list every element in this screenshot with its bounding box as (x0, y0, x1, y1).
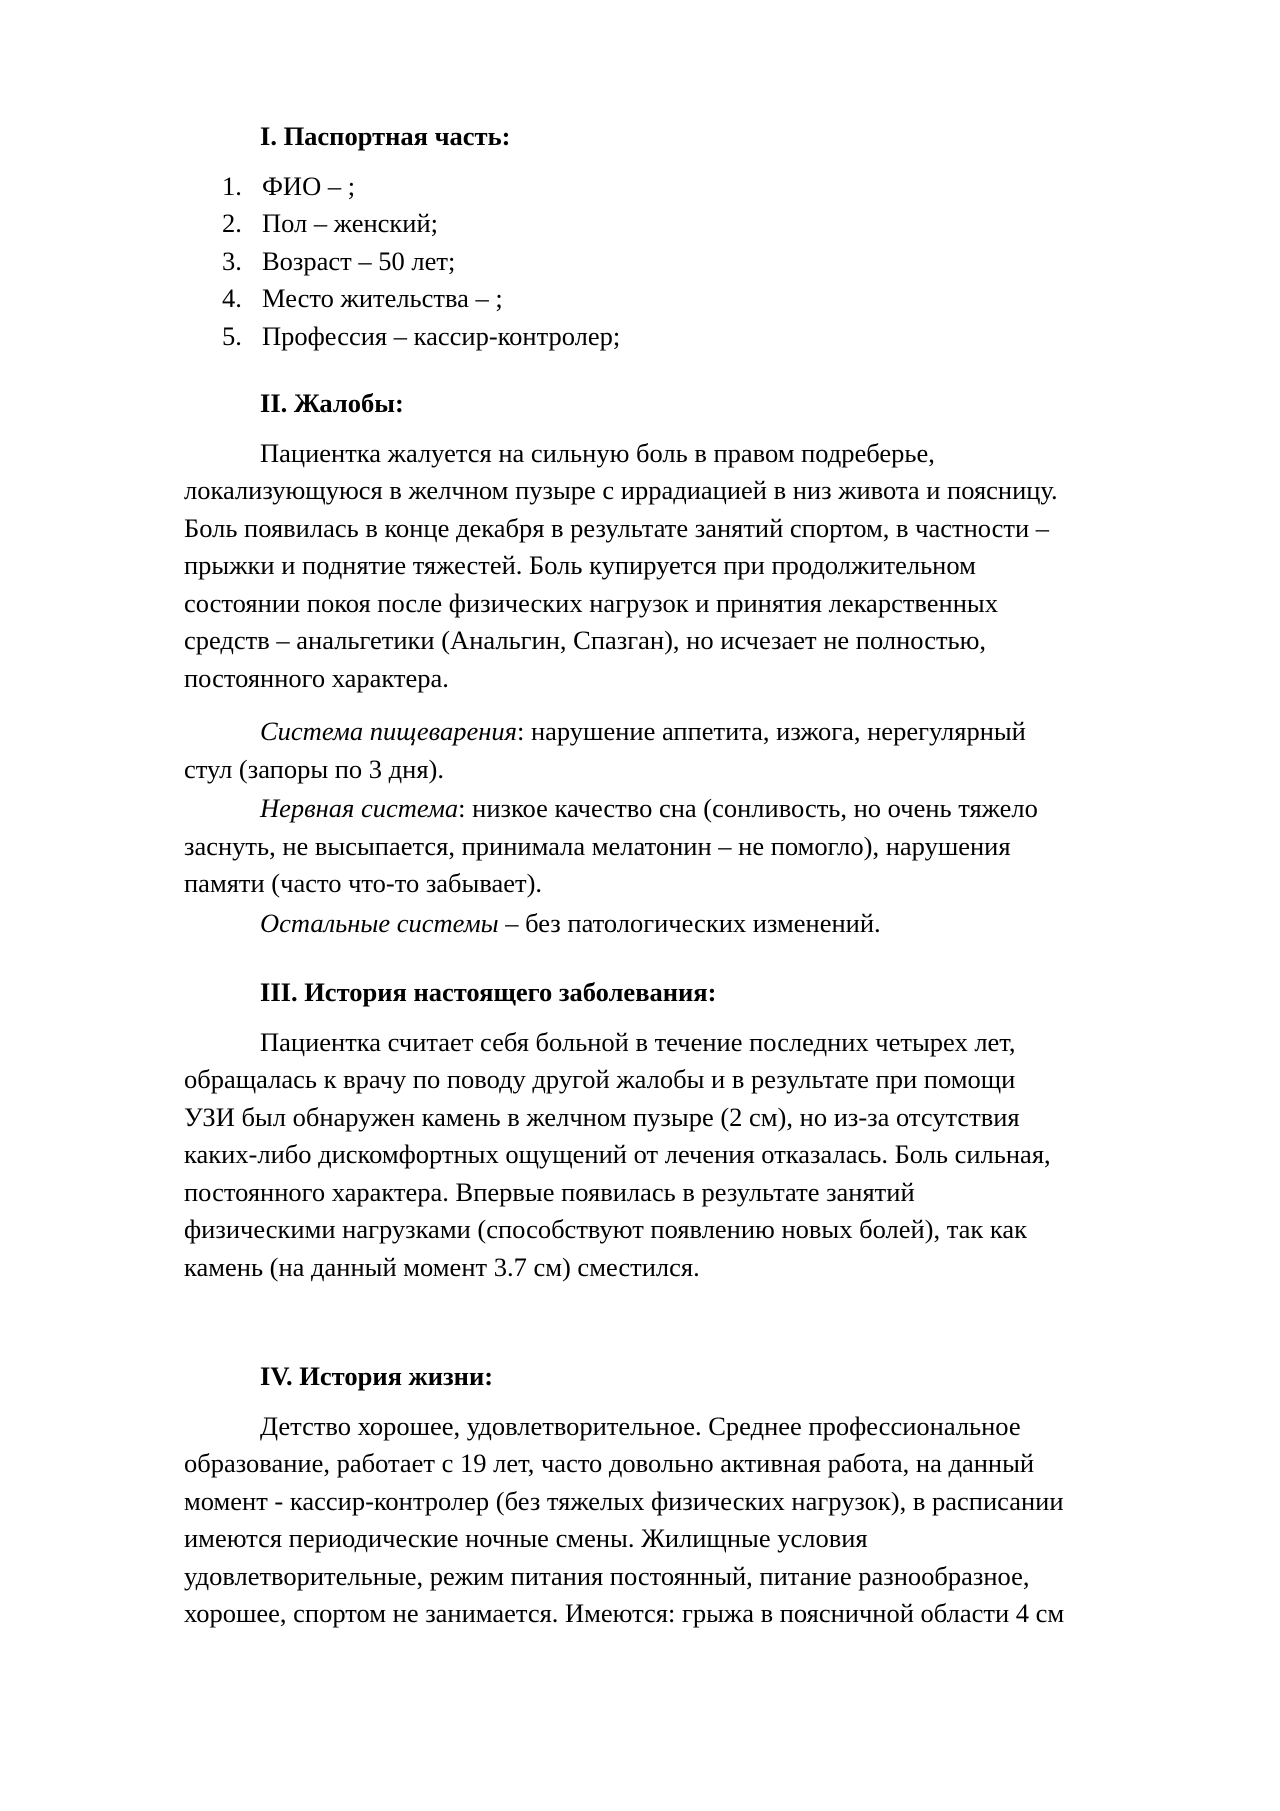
passport-list (184, 168, 1204, 356)
present-illness-paragraph (184, 1024, 1204, 1287)
text-line: имеются периодические ночные смены. Жилищные условия (184, 1523, 868, 1553)
other-text: – без патологических изменений. (498, 907, 881, 938)
text-line: образование, работает с 19 лет, часто довольно активная работа, на данный (184, 1448, 1035, 1478)
text-line: Детство хорошее, удовлетворительное. Среднее профессиональное (260, 1410, 1021, 1441)
list-text: Место жительства – ; (262, 283, 503, 313)
section-heading-passport: I. Паспортная часть: (260, 121, 511, 151)
text-line: постоянного характера. Впервые появилась в результате занятий (184, 1176, 915, 1207)
list-text: Возраст – 50 лет; (262, 245, 456, 276)
text-line: локализующуюся в желчном пузыре с иррадиацией в низ живота и поясницу. (184, 475, 1058, 505)
text-line: обращалась к врачу по поводу другой жалобы и в результате при помощи (184, 1064, 1016, 1094)
list-item (184, 168, 1204, 206)
text-line: постоянного характера. (184, 662, 449, 693)
section-heading-complaints: II. Жалобы: (260, 388, 404, 418)
digestion-text: : нарушение аппетита, изжога, нерегулярный (516, 716, 1026, 746)
section-heading-life-history: IV. История жизни: (260, 1361, 494, 1391)
text-line: хорошее, спортом не занимается. Имеются: грыжа в поясничной области 4 см (184, 1598, 1065, 1628)
list-number: 5. (222, 320, 242, 351)
list-item (184, 280, 1204, 318)
document-body (184, 118, 1204, 1633)
section-heading-present-illness: III. История настоящего заболевания: (260, 977, 717, 1007)
list-number: 2. (222, 208, 242, 238)
text-line: физическими нагрузками (способствуют появлению новых болей), так как (184, 1214, 1027, 1244)
list-text: ФИО – ; (262, 170, 356, 201)
text-line: Боль появилась в конце декабря в результате занятий спортом, в частности – (184, 512, 1050, 543)
text-line: момент - кассир-контролер (без тяжелых физических нагрузок), в расписании (184, 1485, 1064, 1516)
list-item (184, 205, 1204, 243)
text-line (184, 905, 1204, 943)
list-item (184, 243, 1204, 281)
complaints-paragraph (184, 435, 1204, 698)
text-line: каких-либо дискомфортных ощущений от лечения отказалась. Боль сильная, (184, 1139, 1051, 1169)
list-number: 1. (222, 170, 242, 201)
life-history-paragraph (184, 1408, 1204, 1633)
text-line: состоянии покоя после физических нагрузок и принятия лекарственных (184, 587, 998, 618)
nervous-paragraph (184, 790, 1204, 903)
other-label: Остальные системы (260, 907, 499, 938)
list-number: 3. (222, 245, 242, 276)
digestion-paragraph (184, 713, 1204, 788)
text-line (184, 790, 1204, 828)
digestion-label: Система пищеварения (260, 716, 517, 746)
text-line: УЗИ был обнаружен камень в желчном пузыре (2 см), но из-за отсутствия (184, 1101, 1020, 1132)
text-line: Пациентка считает себя больной в течение последних четырех лет, (260, 1026, 1016, 1057)
text-line: средств – анальгетики (Анальгин, Спазган), но исчезает не полностью, (184, 625, 987, 655)
text-line: стул (запоры по 3 дня). (184, 753, 444, 784)
text-line: заснуть, не высыпается, принимала мелатонин – не помогло), нарушения (184, 830, 1011, 861)
list-text: Профессия – кассир-контролер; (262, 320, 621, 351)
list-number: 4. (222, 283, 242, 313)
text-line (184, 713, 1204, 751)
list-item (184, 318, 1204, 356)
nervous-text: : низкое качество сна (сонливость, но очень тяжело (458, 793, 1038, 823)
text-line: прыжки и поднятие тяжестей. Боль купируется при продолжительном (184, 550, 976, 580)
text-line: камень (на данный момент 3.7 см) сместился. (184, 1251, 700, 1282)
text-line: памяти (часто что-то забывает). (184, 868, 543, 898)
text-line: Пациентка жалуется на сильную боль в правом подреберье, (260, 437, 935, 468)
list-text: Пол – женский; (262, 208, 439, 238)
other-systems-paragraph (184, 905, 1204, 943)
nervous-label: Нервная система (260, 793, 459, 823)
text-line: удовлетворительные, режим питания постоянный, питание разнообразное, (184, 1560, 1030, 1591)
